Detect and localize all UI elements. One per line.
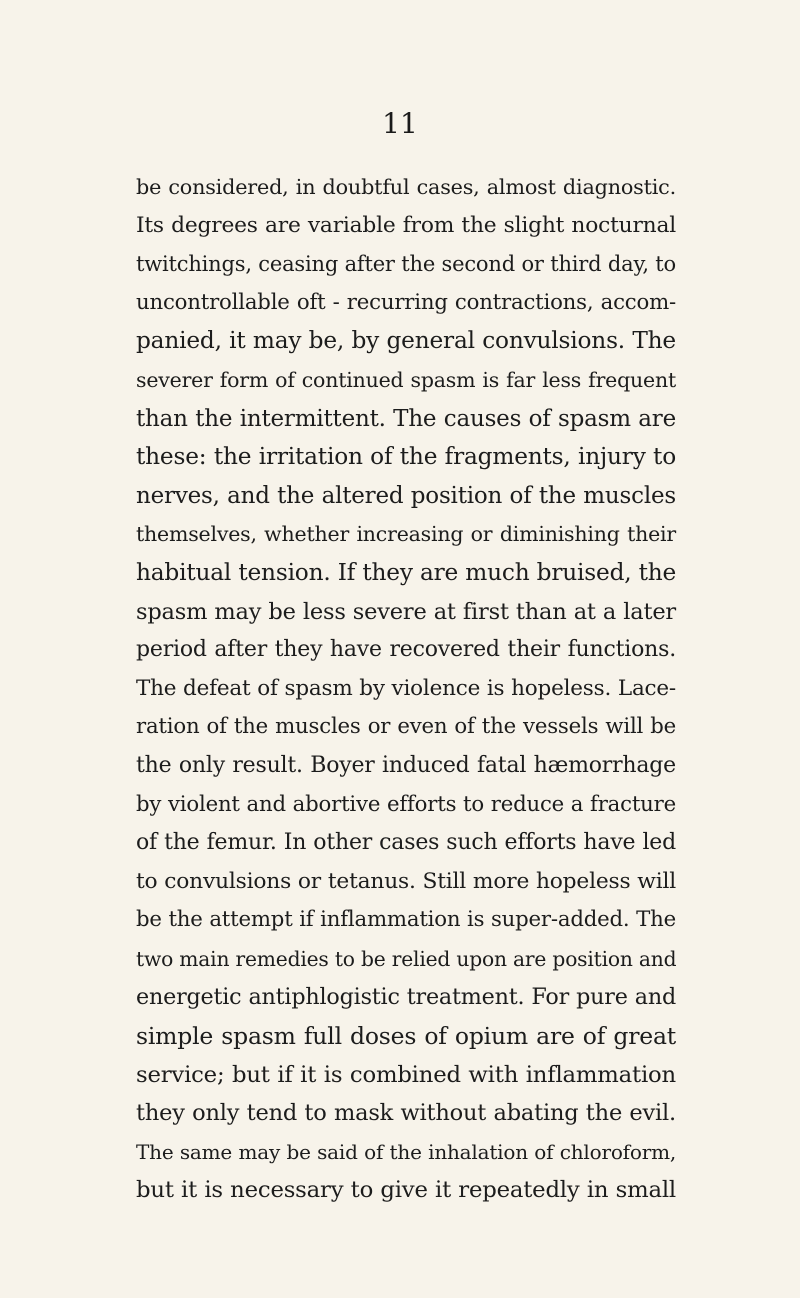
text-line: to convulsions or tetanus. Still more hopeless will bbox=[136, 868, 676, 894]
text-line: uncontrollable oft - recurring contractions, accom- bbox=[136, 289, 676, 315]
body-text bbox=[136, 168, 676, 1210]
text-line: The defeat of spasm by violence is hopeless. Lace- bbox=[136, 675, 676, 701]
text-line: energetic antiphlogistic treatment. For pure and bbox=[136, 984, 676, 1011]
text-line: period after they have recovered their functions. bbox=[136, 637, 676, 663]
text-line: by violent and abortive efforts to reduce a fracture bbox=[136, 791, 676, 817]
text-line: be considered, in doubtful cases, almost diagnostic. bbox=[136, 175, 676, 199]
text-line: they only tend to mask without abating the evil. bbox=[136, 1100, 676, 1127]
text-line: of the femur. In other cases such efforts have led bbox=[136, 830, 676, 856]
text-line: nerves, and the altered position of the muscles bbox=[136, 482, 676, 509]
text-line: The same may be said of the inhalation of chloroform, bbox=[136, 1139, 676, 1164]
text-line: Its degrees are variable from the slight nocturnal bbox=[136, 212, 676, 238]
text-line: spasm may be less severe at first than at a later bbox=[136, 598, 676, 625]
text-line: be the attempt if inflammation is super-added. The bbox=[136, 907, 676, 933]
page-number: 11 bbox=[382, 107, 418, 140]
text-line: than the intermittent. The causes of spasm are bbox=[136, 405, 676, 432]
text-line: panied, it may be, by general convulsions. The bbox=[136, 327, 676, 355]
text-line: habitual tension. If they are much bruised, the bbox=[136, 558, 677, 586]
text-line: but it is necessary to give it repeatedly in small bbox=[136, 1177, 676, 1204]
text-line: twitchings, ceasing after the second or third day, to bbox=[136, 252, 676, 277]
text-line: severer form of continued spasm is far less frequent bbox=[136, 367, 676, 392]
text-line: service; but if it is combined with inflammation bbox=[136, 1061, 676, 1088]
text-line: themselves, whether increasing or diminishing their bbox=[136, 522, 676, 547]
text-line: these: the irritation of the fragments, injury to bbox=[136, 443, 676, 471]
text-line: two main remedies to be relied upon are position and bbox=[136, 946, 677, 971]
text-line: ration of the muscles or even of the vessels will be bbox=[136, 714, 676, 740]
text-line: the only result. Boyer induced fatal hæmorrhage bbox=[136, 752, 676, 778]
text-line: simple spasm full doses of opium are of great bbox=[136, 1022, 676, 1051]
